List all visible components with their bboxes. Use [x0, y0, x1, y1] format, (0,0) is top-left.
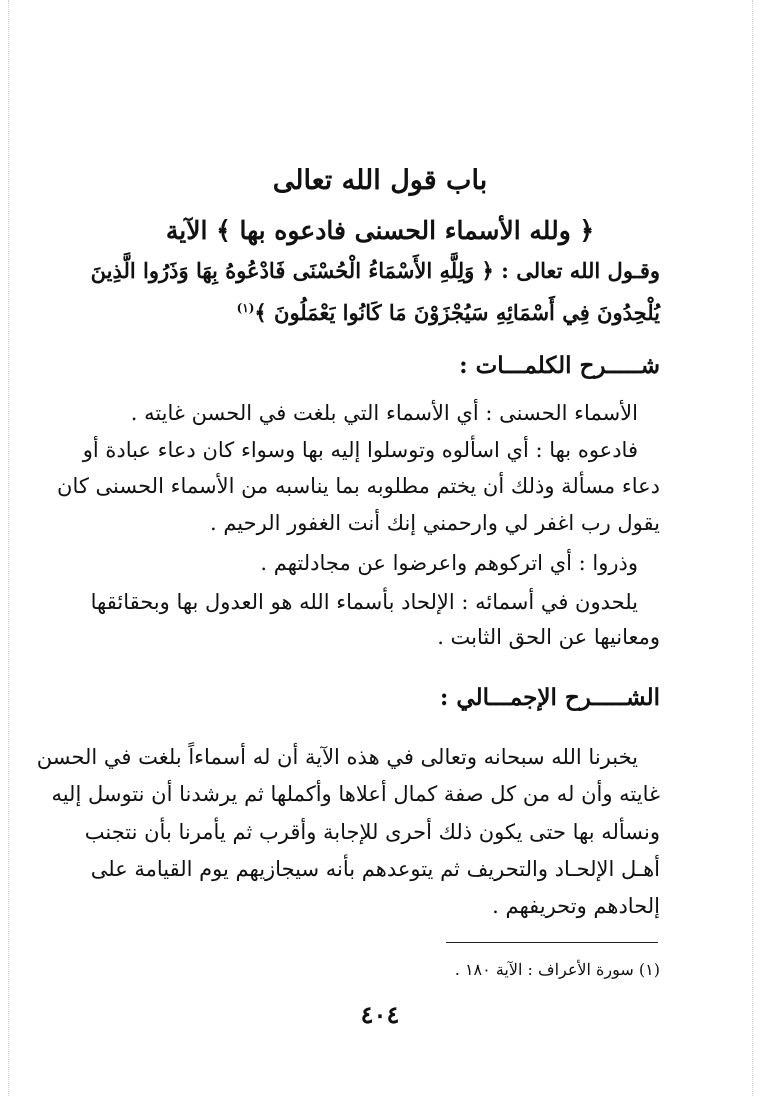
footnote-separator [446, 942, 658, 943]
footnote-text: (١) سورة الأعراف : الآية ١٨٠ . [454, 960, 660, 979]
summary-line-2: غايته وأن له من كل صفة كمال أعلاها وأكملها ثم يرشدنا أن نتوسل إليه [51, 782, 660, 806]
words-line-1: الأسماء الحسنى : أي الأسماء التي بلغت في الحسن غايته . [130, 401, 638, 425]
scan-margin-line-right [752, 0, 753, 1096]
summary-line-5: إلحادهم وتحريفهم . [492, 894, 660, 918]
verse-line-2-text: يُلْحِدُونَ فِي أَسْمَائِهِ سَيُجْزَوْنَ مَا كَانُوا يَعْمَلُونَ ﴾ [254, 300, 660, 325]
summary-line-4: أهـل الإلحـاد والتحريف ثم يتوعدهم بأنه سيجازيهم يوم القيامة على [90, 857, 660, 881]
chapter-title: باب قول الله تعالى [272, 165, 488, 196]
verse-line-1: وقـول الله تعالى : ﴿ وَلِلَّهِ الأَسْمَاءُ الْحُسْنَى فَادْعُوهُ بِهَا وَذَرُوا الَّذِينَ [90, 258, 660, 283]
footnote-ref: (١) [236, 301, 255, 315]
page-number: ٤٠٤ [360, 1000, 400, 1029]
verse-line-2 [100, 300, 660, 325]
words-line-6: يلحدون في أسمائه : الإلحاد بأسماء الله هو العدول بها وبحقائقها [90, 590, 638, 614]
words-line-3: دعاء مسألة وذلك أن يختم مطلوبه بما يناسبه من الأسماء الحسنى كان [57, 474, 660, 498]
summary-line-1: يخبرنا الله سبحانه وتعالى في هذه الآية أن له أسماءاً بلغت في الحسن [36, 745, 638, 769]
words-heading: شـــــرح الكلمـــات : [459, 352, 660, 379]
words-line-4: يقول رب اغفر لي وارحمني إنك أنت الغفور الرحيم . [209, 511, 660, 535]
words-line-5: وذروا : أي اتركوهم واعرضوا عن مجادلتهم . [260, 551, 638, 575]
summary-line-3: ونسأله بها حتى يكون ذلك أحرى للإجابة وأقرب ثم يأمرنا بأن نتجنب [84, 820, 660, 844]
summary-heading: الشـــــرح الإجمـــالي : [439, 684, 660, 711]
scan-margin-line-left [8, 0, 9, 1096]
words-line-2: فادعوه بها : أي اسألوه وتوسلوا إليه بها وسواء كان دعاء عبادة أو [82, 438, 638, 462]
words-line-7: ومعانيها عن الحق الثابت . [437, 625, 660, 649]
chapter-subtitle: ﴿ ولله الأسماء الحسنى فادعوه بها ﴾ الآية [165, 216, 595, 245]
